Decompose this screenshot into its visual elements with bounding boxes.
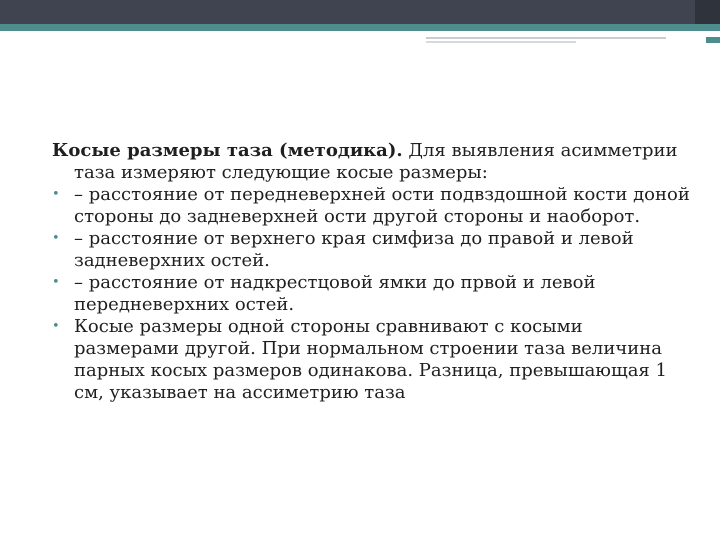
intro-text: Для выявления асимметрии таза измеряют следующие косые размеры: [74,140,678,183]
top-decor-band [0,0,720,24]
intro-paragraph [52,140,692,184]
bullet-item-4 [52,316,692,404]
top-decor-corner [695,0,720,24]
bullet-text-3: – расстояние от надкрестцовой ямки до првой и левой передневерхних остей. [74,272,596,315]
decor-accent-block [706,37,720,43]
decor-line-1 [426,37,666,39]
slide-body [52,140,692,404]
intro-heading: Косые размеры таза (методика). [52,140,403,161]
bullet-icon: • [52,231,60,246]
bullet-text-1: – расстояние от передневерхней ости подвздошной кости доной стороны до задневерхней ости другой стороны и наоборот. [74,184,690,227]
decor-line-2 [426,41,576,43]
bullet-text-4: Косые размеры одной стороны сравнивают с косыми размерами другой. При нормальном строении таза величина парных косых размеров одинакова. Разница, превышающая 1 см, указывает на ассиметрию таза [74,316,667,403]
bullet-icon: • [52,319,60,334]
bullet-item-1 [52,184,692,228]
bullet-icon: • [52,275,60,290]
teal-accent-line [0,24,720,31]
bullet-item-3 [52,272,692,316]
bullet-icon: • [52,187,60,202]
bullet-text-2: – расстояние от верхнего края симфиза до правой и левой задневерхних остей. [74,228,634,271]
bullet-item-2 [52,228,692,272]
